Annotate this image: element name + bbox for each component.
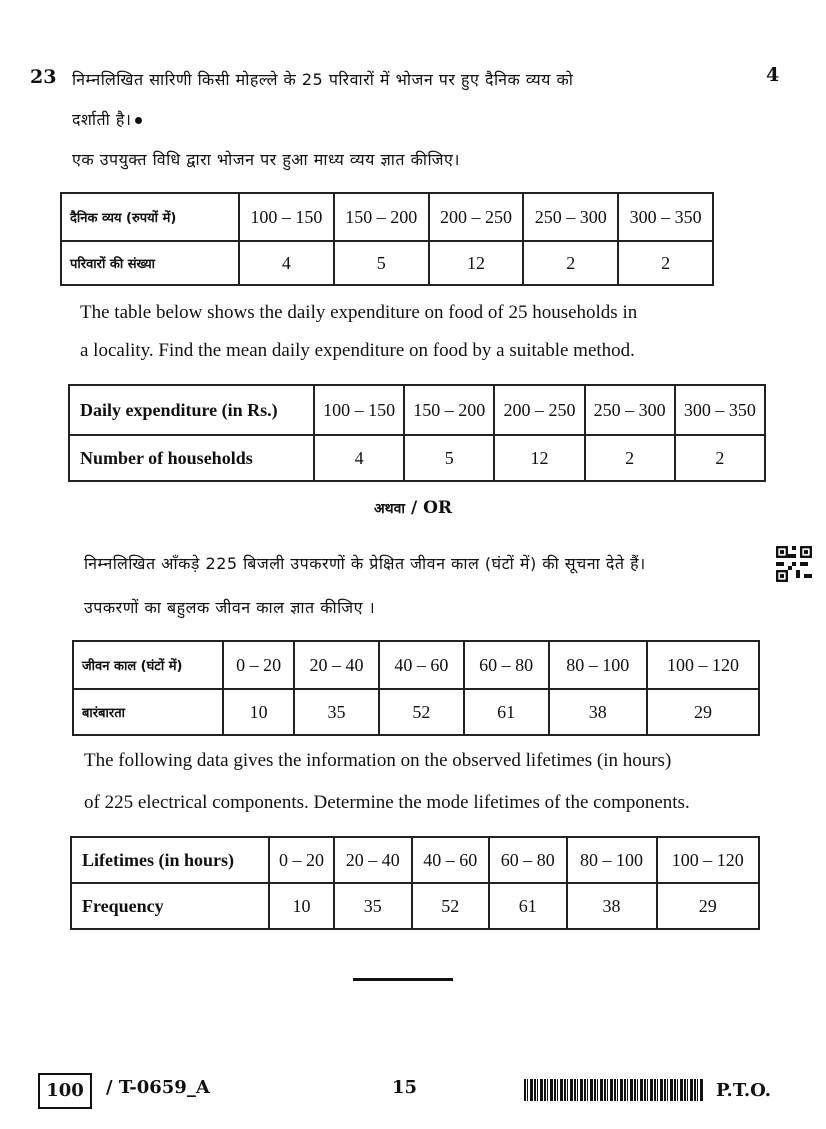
value-cell: 12 <box>494 435 584 481</box>
row-header: जीवन काल (घंटों में) <box>73 641 223 689</box>
class-cell: 100 – 120 <box>657 837 759 883</box>
row-header: दैनिक व्यय (रुपयों में) <box>61 193 239 241</box>
value-cell: 35 <box>334 883 412 929</box>
class-cell: 250 – 300 <box>585 385 675 435</box>
value-cell: 61 <box>464 689 549 735</box>
ink-dot-icon <box>135 117 142 124</box>
barcode-icon <box>524 1079 704 1101</box>
value-cell: 10 <box>223 689 294 735</box>
class-cell: 150 – 200 <box>404 385 494 435</box>
table-row <box>69 435 765 481</box>
qr-code-icon <box>776 546 812 582</box>
hindi-question-line-3: एक उपयुक्त विधि द्वारा भोजन पर हुआ माध्य व्यय ज्ञात कीजिए। <box>72 150 460 169</box>
hindi-question-line-1: निम्नलिखित सारिणी किसी मोहल्ले के 25 परिवारों में भोजन पर हुए दैनिक व्यय को <box>72 70 574 89</box>
value-cell: 61 <box>489 883 567 929</box>
table-row <box>71 883 759 929</box>
hindi-lifetime-table <box>72 640 760 736</box>
table-row <box>61 241 713 285</box>
row-header: बारंबारता <box>73 689 223 735</box>
class-cell: 200 – 250 <box>429 193 524 241</box>
end-rule <box>353 978 453 981</box>
class-cell: 80 – 100 <box>567 837 657 883</box>
english-expenditure-table <box>68 384 766 482</box>
row-header: Lifetimes (in hours) <box>71 837 269 883</box>
table-row <box>71 837 759 883</box>
value-cell: 38 <box>567 883 657 929</box>
table-row <box>69 385 765 435</box>
hindi-question-2-line-1: निम्नलिखित आँकड़े 225 बिजली उपकरणों के प्रेक्षित जीवन काल (घंटों में) की सूचना देते हैं। <box>84 554 646 573</box>
value-cell: 2 <box>523 241 618 285</box>
class-cell: 60 – 80 <box>464 641 549 689</box>
value-cell: 2 <box>618 241 713 285</box>
class-cell: 100 – 150 <box>239 193 334 241</box>
table-row <box>73 689 759 735</box>
hindi-question-2-line-2: उपकरणों का बहुलक जीवन काल ज्ञात कीजिए । <box>84 598 376 617</box>
class-cell: 200 – 250 <box>494 385 584 435</box>
class-cell: 40 – 60 <box>379 641 464 689</box>
class-cell: 0 – 20 <box>223 641 294 689</box>
value-cell: 2 <box>585 435 675 481</box>
value-cell: 5 <box>334 241 429 285</box>
class-cell: 150 – 200 <box>334 193 429 241</box>
class-cell: 250 – 300 <box>523 193 618 241</box>
value-cell: 29 <box>647 689 759 735</box>
value-cell: 35 <box>294 689 379 735</box>
value-cell: 2 <box>675 435 765 481</box>
question-number: 23 <box>30 66 57 88</box>
class-cell: 0 – 20 <box>269 837 334 883</box>
row-header: परिवारों की संख्या <box>61 241 239 285</box>
class-cell: 20 – 40 <box>334 837 412 883</box>
class-cell: 20 – 40 <box>294 641 379 689</box>
value-cell: 52 <box>379 689 464 735</box>
row-header: Frequency <box>71 883 269 929</box>
pto-label: P.T.O. <box>716 1080 772 1101</box>
english-question-2-line-2: of 225 electrical components. Determine the mode lifetimes of the components. <box>84 792 690 813</box>
hindi-question-line-2-text: दर्शाती है। <box>72 110 132 129</box>
english-question-line-2: a locality. Find the mean daily expenditure on food by a suitable method. <box>80 340 635 361</box>
english-question-line-1: The table below shows the daily expenditure on food of 25 households in <box>80 302 638 323</box>
class-cell: 60 – 80 <box>489 837 567 883</box>
or-english: OR <box>423 498 453 518</box>
value-cell: 29 <box>657 883 759 929</box>
row-header: Number of households <box>69 435 314 481</box>
question-marks: 4 <box>766 64 780 86</box>
paper-code: / T-0659_A <box>106 1077 210 1098</box>
english-question-2-line-1: The following data gives the information on the observed lifetimes (in hours) <box>84 750 672 771</box>
table-row <box>61 193 713 241</box>
class-cell: 100 – 150 <box>314 385 404 435</box>
value-cell: 4 <box>314 435 404 481</box>
value-cell: 12 <box>429 241 524 285</box>
hindi-expenditure-table <box>60 192 714 286</box>
english-lifetime-table <box>70 836 760 930</box>
class-cell: 100 – 120 <box>647 641 759 689</box>
value-cell: 10 <box>269 883 334 929</box>
class-cell: 300 – 350 <box>675 385 765 435</box>
page-number: 15 <box>392 1077 418 1098</box>
value-cell: 5 <box>404 435 494 481</box>
table-row <box>73 641 759 689</box>
class-cell: 300 – 350 <box>618 193 713 241</box>
value-cell: 52 <box>412 883 490 929</box>
or-slash: / <box>410 498 418 518</box>
class-cell: 40 – 60 <box>412 837 490 883</box>
paper-box-number: 100 <box>38 1073 92 1109</box>
row-header: Daily expenditure (in Rs.) <box>69 385 314 435</box>
value-cell: 4 <box>239 241 334 285</box>
value-cell: 38 <box>549 689 647 735</box>
or-separator <box>0 498 826 518</box>
or-hindi: अथवा <box>373 501 406 517</box>
class-cell: 80 – 100 <box>549 641 647 689</box>
hindi-question-line-2 <box>72 108 142 130</box>
